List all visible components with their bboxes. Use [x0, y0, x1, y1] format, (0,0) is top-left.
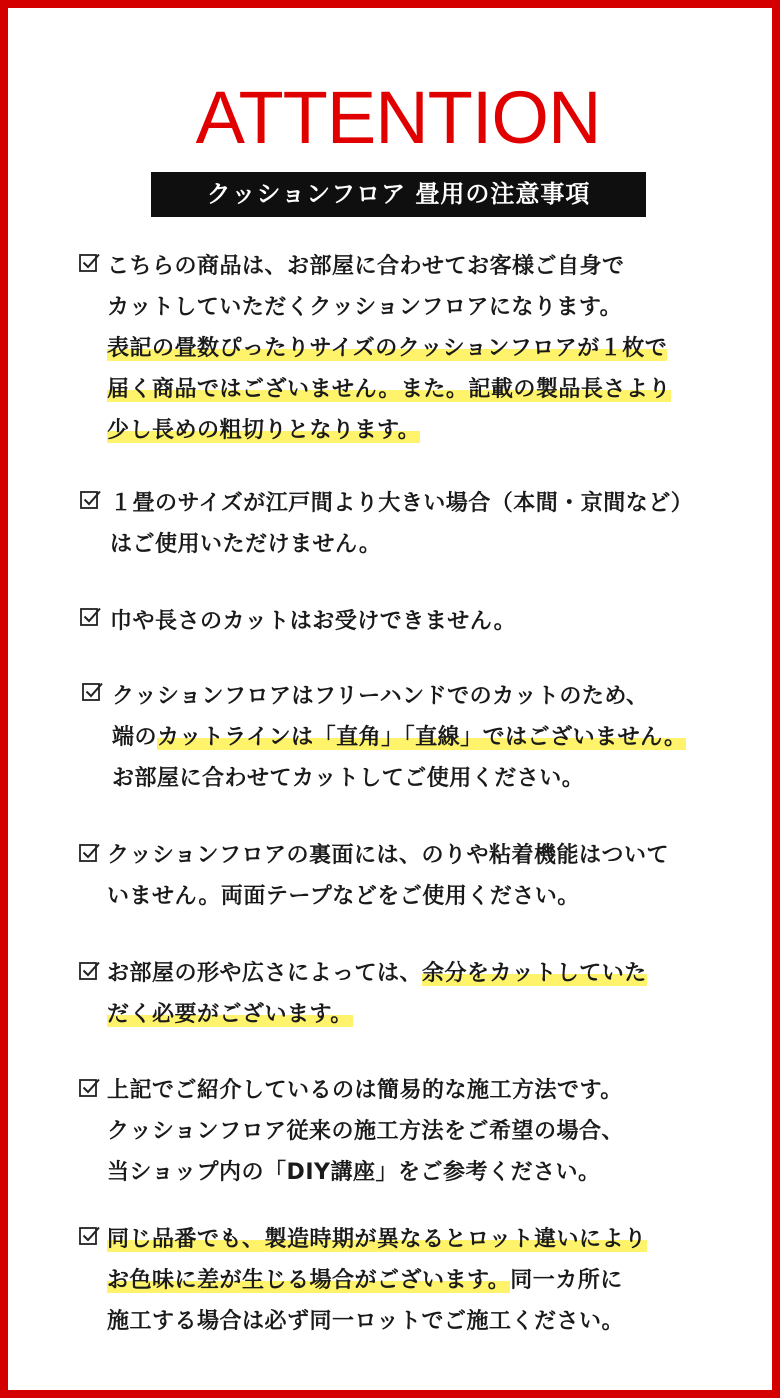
checkbox-checked-icon [80, 606, 102, 628]
highlighted-text: 表記の畳数ぴったりサイズのクッションフロアが１枚で [107, 336, 668, 361]
notice-line [107, 1152, 624, 1193]
attention-title: ATTENTION [195, 76, 601, 159]
notice-text: カットしていただくクッションフロアになります。 [107, 295, 623, 320]
checkbox-checked-icon [79, 252, 101, 274]
notice-item [107, 835, 669, 917]
notice-text: こちらの商品は、お部屋に合わせてお客様ご自身で [107, 254, 625, 279]
notice-text: 当ショップ内の「DIY講座」をご参考ください。 [107, 1160, 601, 1185]
notice-text: 上記でご紹介しているのは簡易的な施工方法です。 [107, 1078, 623, 1103]
notice-line [107, 1301, 647, 1342]
notice-text: お部屋の形や広さによっては、 [107, 961, 423, 986]
checkbox-checked-icon [79, 1225, 101, 1247]
notice-text: クッションフロアの裏面には、のりや粘着機能はついて [107, 843, 670, 868]
highlighted-text: 余分をカットしていた [422, 961, 647, 986]
notice-text: 巾や長さのカットはお受けできません。 [110, 609, 517, 634]
notice-line [107, 1111, 624, 1152]
highlighted-text: カットラインは「直角」「直線」ではございません。 [157, 725, 687, 750]
notice-line [107, 1260, 647, 1301]
notice-text: クッションフロアはフリーハンドでのカットのため、 [112, 684, 649, 709]
notice-text: 端の [112, 725, 158, 750]
subtitle-bar [151, 172, 646, 217]
notice-text: 施工する場合は必ず同一ロットでご施工ください。 [107, 1309, 625, 1334]
notice-line [107, 835, 669, 876]
notice-text: いません。両面テープなどをご使用ください。 [107, 884, 580, 909]
checkbox-checked-icon [82, 681, 104, 703]
notice-line [112, 717, 686, 758]
highlighted-text: 少し長めの粗切りとなります。 [107, 418, 421, 443]
highlighted-text: だく必要がございます。 [107, 1002, 353, 1027]
checkbox-checked-icon [79, 842, 101, 864]
notice-line [107, 246, 671, 287]
notice-line [107, 328, 671, 369]
checkbox-checked-icon [79, 960, 101, 982]
notice-text: クッションフロア従来の施工方法をご希望の場合、 [107, 1119, 625, 1144]
notice-item [107, 1219, 647, 1342]
notice-text: お部屋に合わせてカットしてご使用ください。 [112, 766, 585, 791]
notice-line [112, 676, 686, 717]
highlighted-text: お色味に差が生じる場合がございます。 [107, 1268, 511, 1293]
notice-line [107, 410, 671, 451]
notice-line [107, 876, 669, 917]
notice-line [112, 758, 686, 799]
highlighted-text: 同じ品番でも、製造時期が異なるとロット違いにより [107, 1227, 647, 1252]
notice-line [107, 953, 647, 994]
notice-item [107, 246, 671, 451]
notice-line [107, 1070, 624, 1111]
notice-text: はご使用いただけません。 [110, 532, 382, 557]
checkbox-checked-icon [80, 489, 102, 511]
subtitle-text: クッションフロア 畳用の注意事項 [206, 180, 591, 208]
notice-item [107, 1070, 624, 1193]
notice-item [107, 953, 647, 1035]
notice-text: 同一カ所に [510, 1268, 623, 1293]
notice-line [110, 601, 516, 642]
notice-line [107, 369, 671, 410]
notice-item [112, 676, 686, 799]
notice-line [107, 994, 647, 1035]
notice-line [107, 1219, 647, 1260]
notice-item [110, 601, 516, 642]
notice-item [110, 483, 693, 565]
notice-text: １畳のサイズが江戸間より大きい場合（本間・京間など） [110, 491, 694, 516]
notice-line [107, 287, 671, 328]
checkbox-checked-icon [79, 1077, 101, 1099]
notice-line [110, 524, 693, 565]
notice-line [110, 483, 693, 524]
highlighted-text: 届く商品ではございません。また。記載の製品長さより [107, 377, 671, 402]
